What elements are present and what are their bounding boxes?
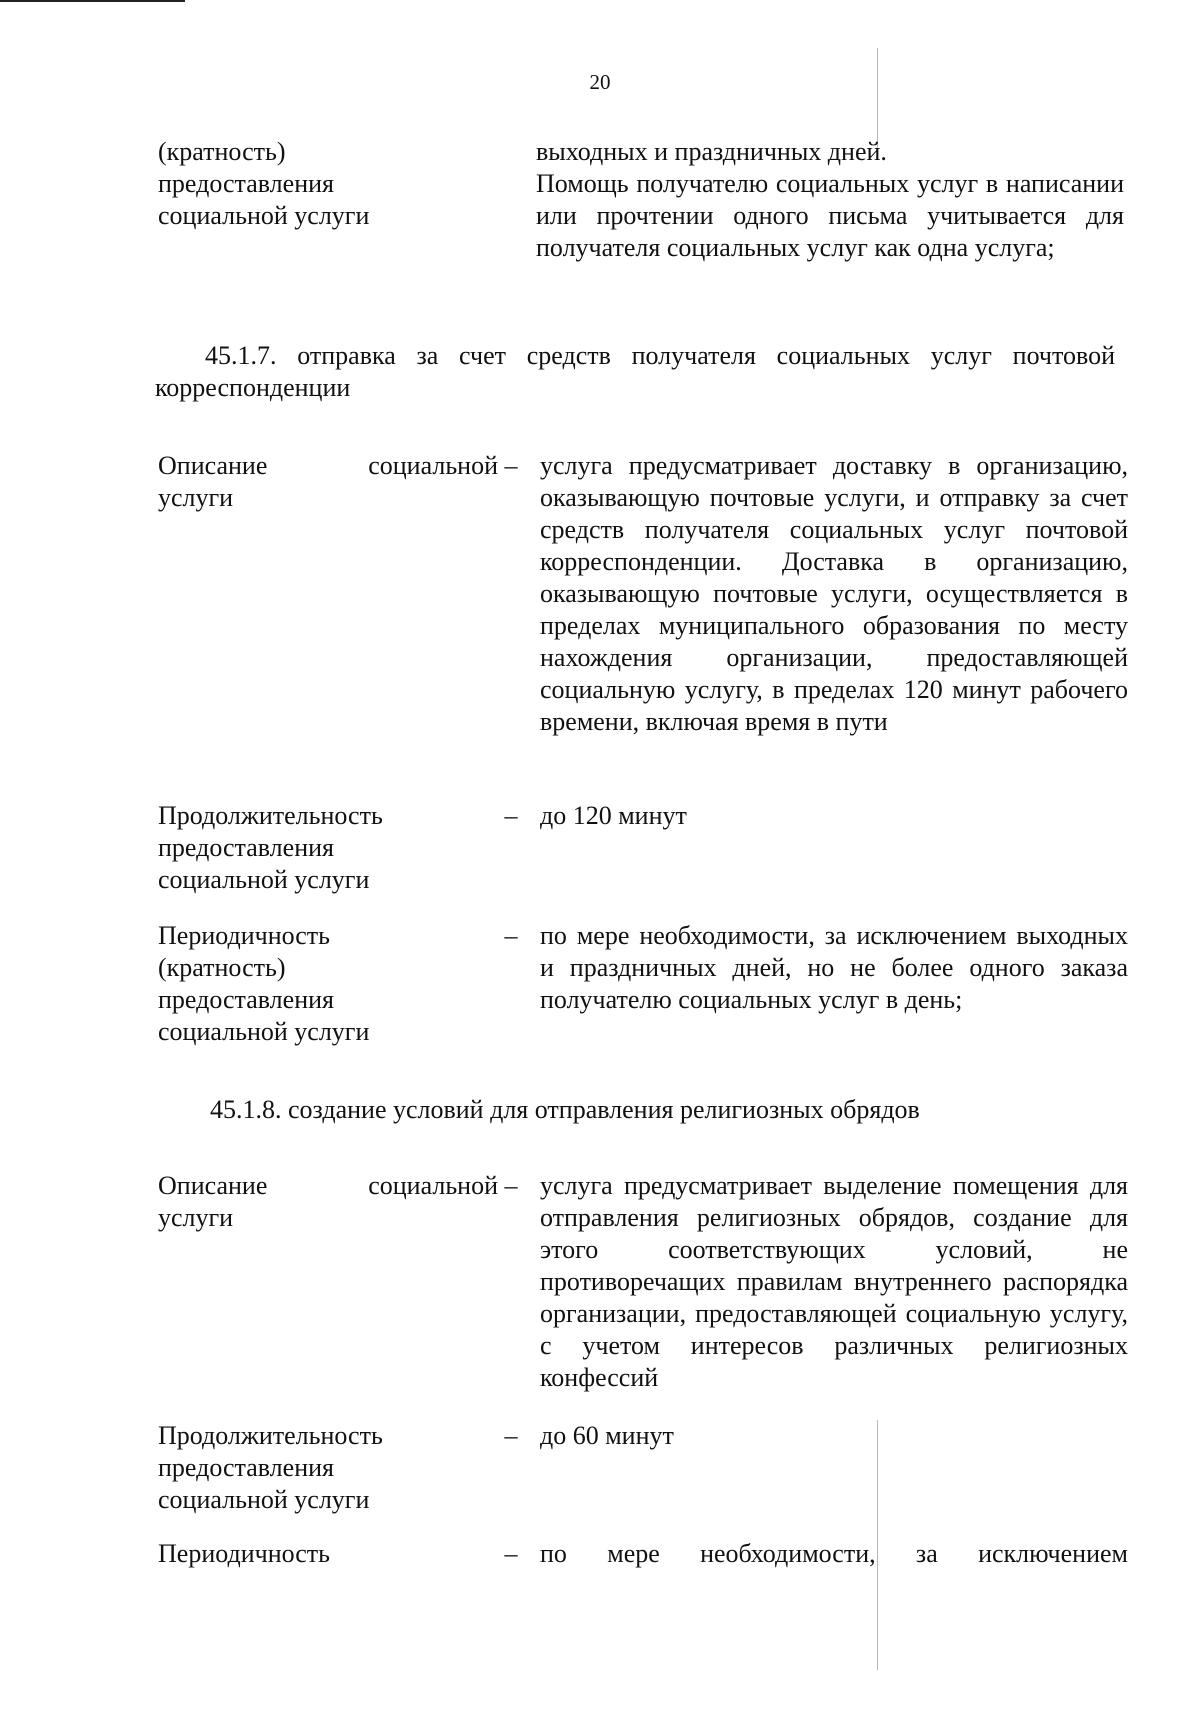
page-number: 20	[589, 70, 611, 94]
row-value: услуга предусматривает доставку в организацию, оказывающую почтовые услуги, и отправку за счет средств получателя социальных услуг почтовой корреспонденции. Доставка в организацию, оказывающую почтовые услуги, осуществляется в пределах муниципального образования по месту нахождения организации, предоставляющей социальную услугу, в пределах 120 минут рабочего времени, включая время в пути	[540, 451, 1128, 736]
scan-edge-line	[0, 0, 185, 2]
label-word: услуги	[158, 483, 234, 512]
value-paragraph: Помощь получателю социальных услуг в написании или прочтении одного письма учитывается для получателя социальных услуг как одна услуга;	[536, 169, 1124, 262]
label-word: услуги	[158, 1203, 234, 1232]
scan-artifact	[877, 48, 878, 148]
row-value: до 120 минут	[540, 801, 687, 830]
label-word: Описание	[158, 1171, 268, 1200]
row-value: до 60 минут	[540, 1421, 674, 1450]
row-label: Продолжительность предоставления социальной услуги	[158, 801, 383, 894]
row-value	[536, 136, 1124, 264]
dash-separator: –	[504, 1421, 518, 1450]
dash-separator: –	[504, 801, 518, 830]
row-label: (кратность) предоставления социальной услуги	[158, 137, 370, 230]
label-word: социальной	[368, 1171, 498, 1200]
row-value: по мере необходимости, за исключением выходных и праздничных дней, но не более одного заказа получателю социальных услуг в день;	[540, 921, 1128, 1014]
section-title-4518: 45.1.8. создание условий для отправления религиозных обрядов	[210, 1095, 920, 1124]
row-label	[158, 1170, 498, 1234]
row-label: Периодичность (кратность) предоставления социальной услуги	[158, 921, 370, 1046]
label-word: Описание	[158, 451, 268, 480]
row-value: услуга предусматривает выделение помещения для отправления религиозных обрядов, создание для этого соответствующих условий, не противоречащих правилам внутреннего распорядка организации, предоставляющей социальную услугу, с учетом интересов различных религиозных конфессий	[540, 1171, 1128, 1392]
row-label: Периодичность	[158, 1539, 331, 1568]
value-line: выходных и праздничных дней.	[536, 137, 887, 166]
label-word: социальной	[368, 451, 498, 480]
continuation-row	[158, 136, 1128, 286]
row-label: Продолжительность предоставления социальной услуги	[158, 1421, 383, 1514]
row-value: по мере необходимости, за исключением	[540, 1539, 1128, 1568]
row-label	[158, 450, 498, 514]
dash-separator: –	[504, 1539, 518, 1568]
dash-separator: –	[504, 921, 518, 950]
dash-separator: –	[504, 451, 518, 480]
section-title-4517: 45.1.7. отправка за счет средств получателя социальных услуг почтовой корреспонденции	[155, 341, 1115, 402]
dash-separator: –	[504, 1171, 518, 1200]
